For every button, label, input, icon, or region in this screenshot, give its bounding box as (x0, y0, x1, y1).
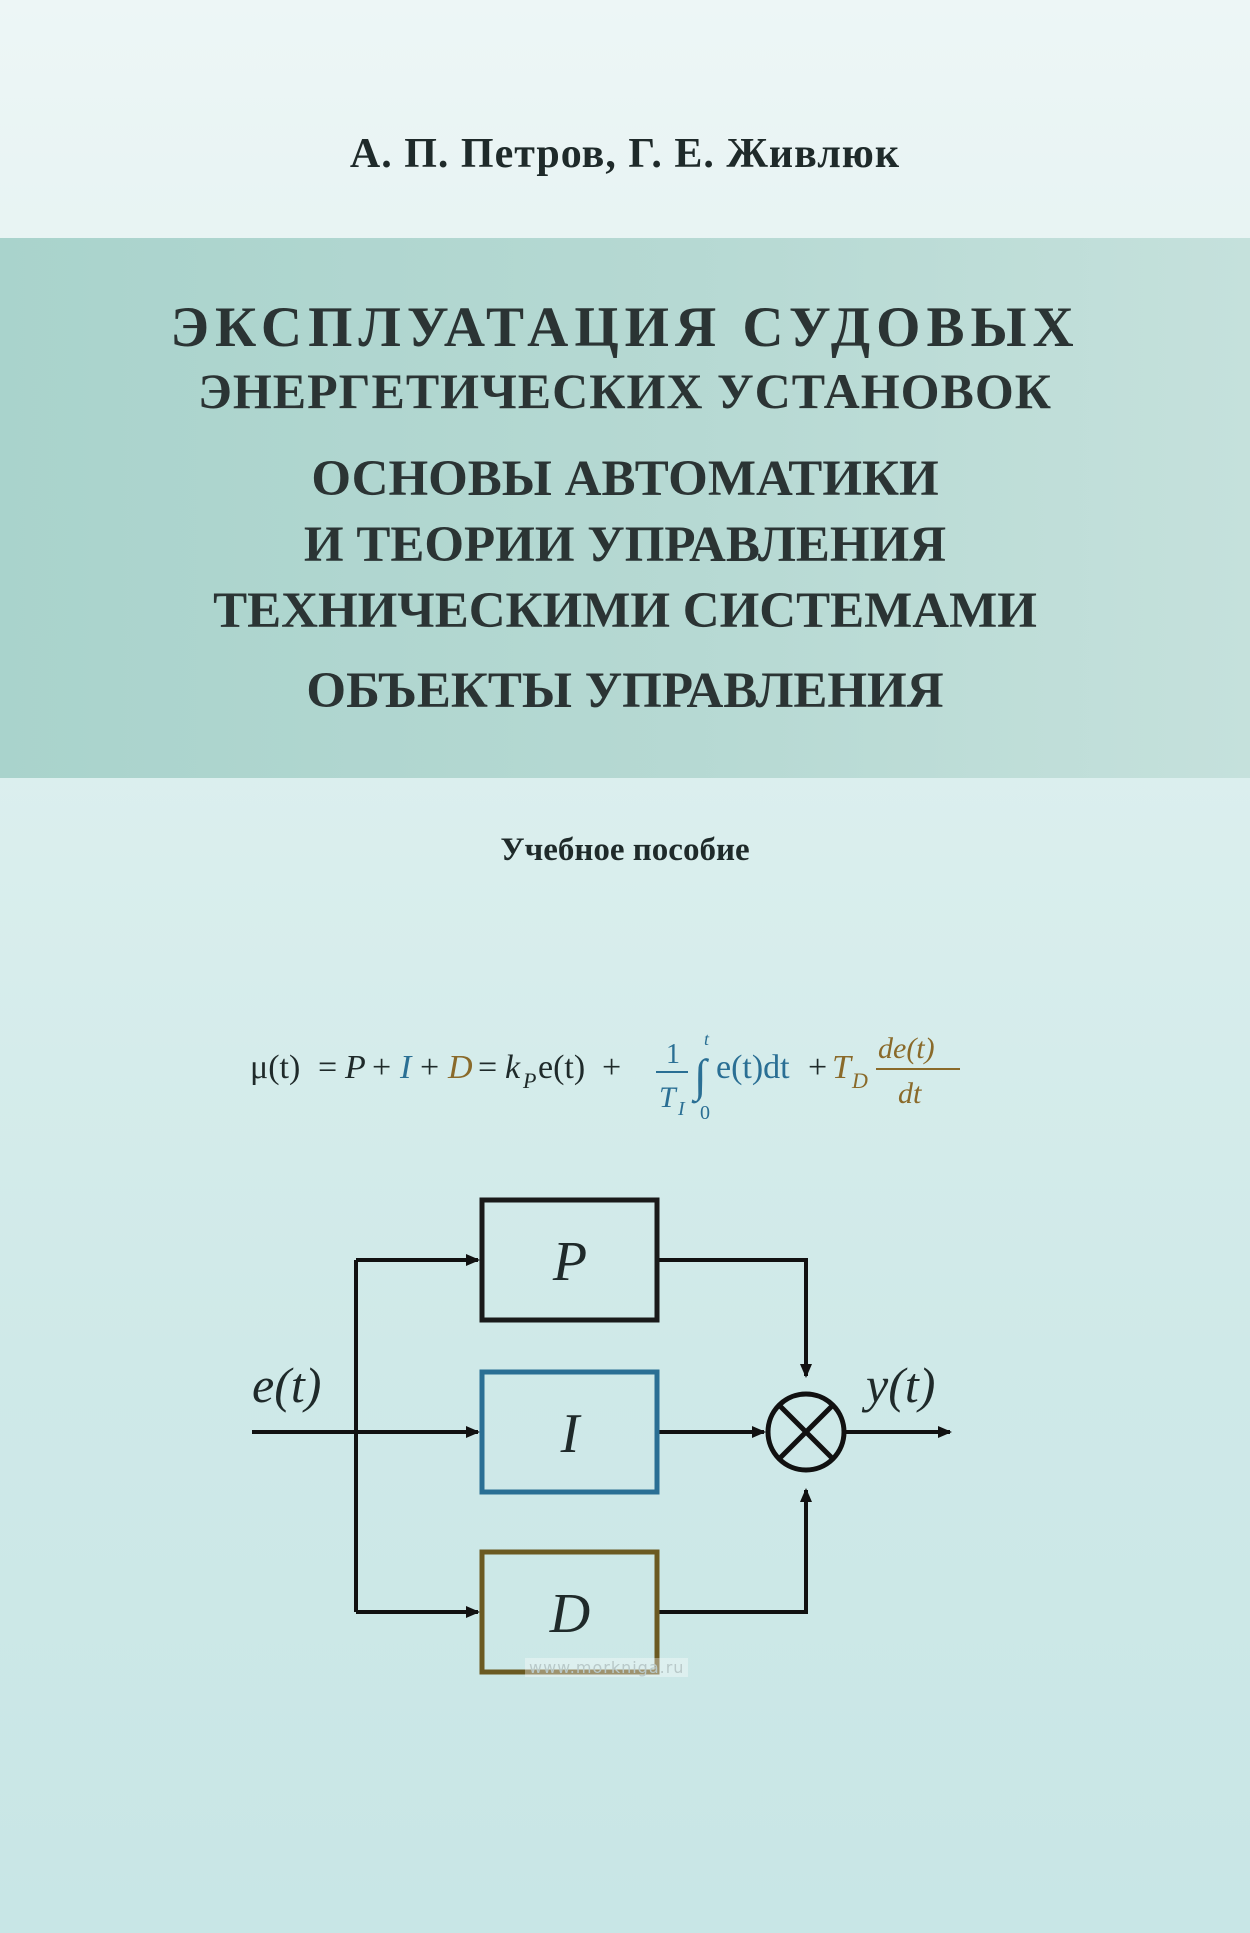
subtitle-block (0, 446, 1250, 644)
d-out-line (657, 1490, 806, 1612)
subtitle-line-1: ОСНОВЫ АВТОМАТИКИ (311, 451, 939, 507)
formula-int-lower: 0 (700, 1102, 710, 1124)
formula-frac-den-sub: I (678, 1098, 685, 1120)
formula-td: T (832, 1049, 851, 1086)
formula-et1: e(t) (538, 1049, 586, 1086)
formula-frac-den: T (659, 1081, 676, 1114)
formula-i: I (400, 1049, 412, 1086)
pid-block-diagram (0, 1180, 1250, 1700)
formula-eq2: = (478, 1049, 498, 1086)
formula-d: D (448, 1049, 473, 1086)
p-out-line (657, 1260, 806, 1376)
formula-plus4: + (808, 1049, 828, 1086)
pid-formula (0, 1015, 1250, 1125)
formula-plus1: + (372, 1049, 392, 1086)
main-title (0, 296, 1250, 422)
formula-plus2: + (420, 1049, 440, 1086)
formula-kp-sub: P (523, 1068, 537, 1093)
block-d-label: D (549, 1583, 591, 1645)
formula-td-sub: D (852, 1068, 868, 1093)
formula-plus3: + (602, 1049, 622, 1086)
authors: А. П. Петров, Г. Е. Живлюк (349, 131, 901, 177)
formula-p: P (345, 1049, 366, 1086)
subtitle-line-3: ТЕХНИЧЕСКИМИ СИСТЕМАМИ (213, 583, 1037, 639)
part-title: ОБЪЕКТЫ УПРАВЛЕНИЯ (306, 663, 944, 719)
block-p-label: P (552, 1231, 588, 1293)
formula-frac-num: 1 (666, 1039, 680, 1070)
formula-eq1: = (318, 1049, 338, 1086)
summing-junction (768, 1394, 844, 1470)
formula-int-upper: t (704, 1029, 710, 1049)
watermark: www.morkniga.ru (525, 1658, 688, 1677)
formula-deriv-num: de(t) (878, 1032, 935, 1065)
input-label: e(t) (252, 1357, 322, 1413)
main-title-line-1: ЭКСПЛУАТАЦИЯ СУДОВЫХ (170, 296, 1080, 359)
formula-kp: k (505, 1049, 521, 1086)
formula-deriv-den: dt (898, 1077, 922, 1110)
formula-et2: e(t)dt (716, 1049, 790, 1086)
book-type: Учебное пособие (500, 832, 750, 868)
formula-integral: ∫ (694, 1050, 707, 1101)
output-label: y(t) (866, 1357, 936, 1413)
formula-mu: μ(t) (250, 1049, 301, 1086)
subtitle-line-2: И ТЕОРИИ УПРАВЛЕНИЯ (303, 517, 947, 573)
block-i-label: I (560, 1403, 580, 1465)
main-title-line-2: ЭНЕРГЕТИЧЕСКИХ УСТАНОВОК (197, 363, 1053, 419)
